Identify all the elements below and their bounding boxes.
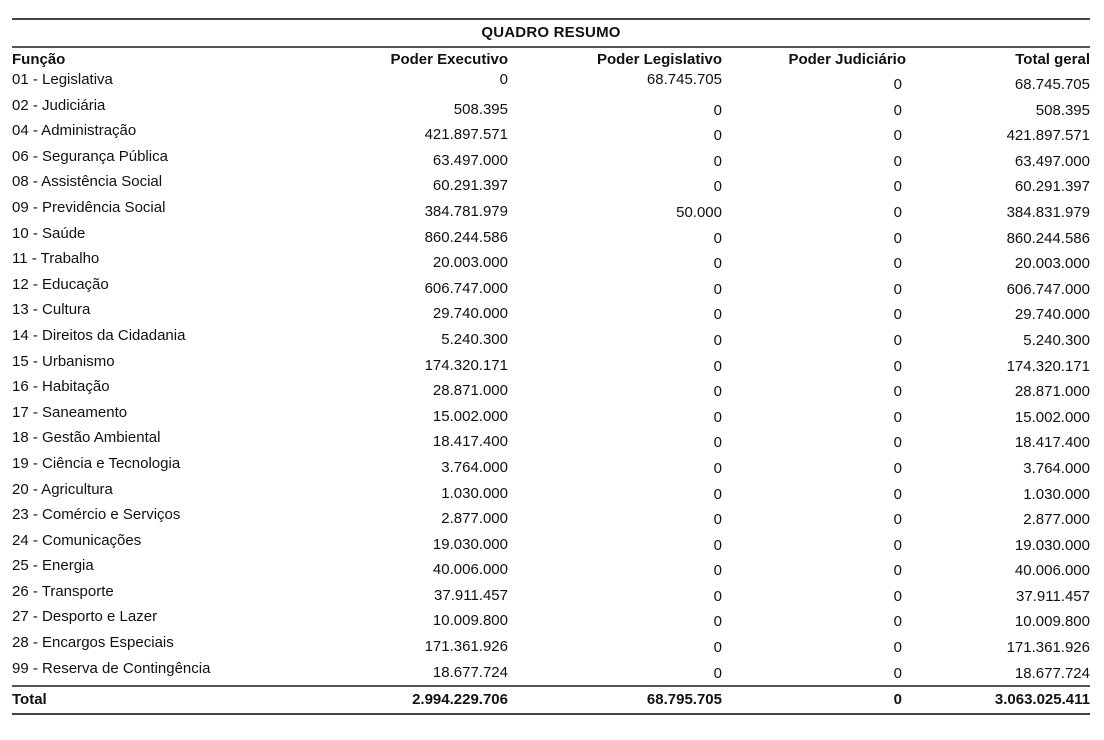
- cell-legislativo: 0: [713, 178, 722, 196]
- cell-judiciario: 0: [893, 408, 902, 426]
- cell-legislativo: 50.000: [676, 203, 722, 221]
- table-row: [12, 505, 1090, 531]
- cell-total: 19.030.000: [1014, 536, 1090, 554]
- cell-funcao: 18 - Gestão Ambiental: [12, 429, 161, 447]
- cell-executivo: 19.030.000: [432, 535, 508, 553]
- table-row: [12, 403, 1090, 429]
- cell-executivo: 40.006.000: [432, 561, 508, 579]
- cell-judiciario: 0: [893, 76, 902, 93]
- cell-total: 606.747.000: [1006, 280, 1090, 298]
- cell-legislativo: 0: [713, 511, 722, 529]
- table-row: [12, 480, 1090, 506]
- cell-executivo: 37.911.457: [434, 586, 508, 604]
- cell-judiciario: 0: [893, 357, 902, 375]
- header-row: [12, 48, 1090, 70]
- cell-legislativo: 0: [713, 459, 722, 477]
- cell-judiciario: 0: [893, 178, 902, 196]
- cell-total: 18.417.400: [1014, 434, 1090, 452]
- cell-legislativo: 0: [713, 127, 722, 145]
- cell-legislativo: 0: [713, 408, 722, 426]
- cell-total: 2.877.000: [1023, 511, 1090, 529]
- cell-funcao: 10 - Saúde: [12, 224, 86, 242]
- cell-funcao: 02 - Judiciária: [12, 96, 106, 114]
- cell-total: 37.911.457: [1016, 587, 1090, 605]
- cell-executivo: 18.677.724: [432, 663, 508, 681]
- cell-funcao: 14 - Direitos da Cidadania: [12, 326, 186, 344]
- cell-total: 171.361.926: [1006, 639, 1090, 657]
- cell-funcao: 11 - Trabalho: [12, 250, 100, 268]
- cell-total: 421.897.571: [1006, 127, 1090, 145]
- cell-funcao: 25 - Energia: [12, 557, 94, 575]
- cell-total: 18.677.724: [1014, 664, 1090, 682]
- summary-table: [12, 18, 1090, 715]
- table-row: [12, 428, 1090, 454]
- cell-executivo: 28.871.000: [432, 382, 508, 400]
- table-row: [12, 352, 1090, 378]
- cell-total: 5.240.300: [1023, 331, 1090, 349]
- cell-legislativo: 0: [713, 639, 722, 657]
- cell-executivo: 860.244.586: [424, 228, 508, 246]
- cell-legislativo: 0: [713, 101, 722, 119]
- cell-judiciario: 0: [893, 536, 902, 554]
- cell-total: 860.244.586: [1006, 229, 1090, 247]
- table-title: QUADRO RESUMO: [12, 20, 1090, 48]
- cell-executivo: 508.395: [453, 100, 508, 118]
- cell-executivo: 3.764.000: [441, 458, 508, 476]
- cell-judiciario: 0: [893, 587, 902, 605]
- cell-judiciario: 0: [893, 383, 902, 401]
- table-row: [12, 377, 1090, 403]
- cell-total: 60.291.397: [1014, 178, 1090, 196]
- header-executivo: Poder Executivo: [390, 51, 508, 68]
- cell-legislativo: 0: [713, 664, 722, 682]
- cell-total: 29.740.000: [1014, 306, 1090, 324]
- cell-judiciario: 0: [893, 255, 902, 273]
- cell-total: 384.831.979: [1006, 203, 1090, 221]
- cell-legislativo: 68.745.705: [646, 71, 722, 88]
- cell-executivo: 60.291.397: [432, 177, 508, 195]
- header-total: Total geral: [1015, 51, 1090, 68]
- table-row: [12, 147, 1090, 173]
- table-row: [12, 172, 1090, 198]
- cell-total: 63.497.000: [1014, 152, 1090, 170]
- cell-executivo: 1.030.000: [441, 484, 508, 502]
- table-row: [12, 300, 1090, 326]
- cell-judiciario: 0: [893, 562, 902, 580]
- cell-funcao: 27 - Desporto e Lazer: [12, 608, 158, 626]
- cell-judiciario: 0: [893, 306, 902, 324]
- cell-executivo: 29.740.000: [432, 305, 508, 323]
- cell-legislativo: 0: [713, 280, 722, 298]
- cell-funcao: 17 - Saneamento: [12, 403, 128, 421]
- cell-funcao: 20 - Agricultura: [12, 480, 113, 498]
- cell-funcao: 15 - Urbanismo: [12, 352, 115, 370]
- cell-executivo: 63.497.000: [432, 151, 508, 169]
- total-label: Total: [12, 691, 47, 709]
- table-row: [12, 70, 1090, 96]
- cell-funcao: 09 - Previdência Social: [12, 198, 166, 216]
- cell-legislativo: 0: [713, 587, 722, 605]
- table-row: [12, 96, 1090, 122]
- table-row: [12, 633, 1090, 659]
- cell-funcao: 13 - Cultura: [12, 301, 91, 319]
- total-row: [12, 687, 1090, 713]
- cell-legislativo: 0: [713, 306, 722, 324]
- header-judiciario: Poder Judiciário: [788, 51, 906, 68]
- cell-funcao: 06 - Segurança Pública: [12, 147, 168, 165]
- cell-executivo: 174.320.171: [424, 356, 508, 374]
- cell-legislativo: 0: [713, 152, 722, 170]
- cell-legislativo: 0: [713, 255, 722, 273]
- table-row: [12, 198, 1090, 224]
- header-funcao: Função: [12, 51, 66, 68]
- table-row: [12, 224, 1090, 250]
- cell-judiciario: 0: [893, 459, 902, 477]
- cell-judiciario: 0: [893, 639, 902, 657]
- table-row: [12, 454, 1090, 480]
- header-legislativo: Poder Legislativo: [596, 51, 722, 68]
- bottom-rule: [12, 713, 1090, 715]
- table-row: [12, 275, 1090, 301]
- cell-funcao: 12 - Educação: [12, 275, 109, 293]
- cell-funcao: 23 - Comércio e Serviços: [12, 506, 181, 524]
- cell-total: 508.395: [1035, 101, 1090, 119]
- cell-judiciario: 0: [893, 434, 902, 452]
- cell-judiciario: 0: [893, 511, 902, 529]
- total-legislativo: 68.795.705: [646, 691, 722, 709]
- cell-legislativo: 0: [713, 383, 722, 401]
- cell-legislativo: 0: [713, 613, 722, 631]
- cell-legislativo: 0: [713, 229, 722, 247]
- cell-executivo: 20.003.000: [432, 254, 508, 272]
- table-row: [12, 121, 1090, 147]
- table-row: [12, 582, 1090, 608]
- cell-judiciario: 0: [893, 203, 902, 221]
- cell-executivo: 421.897.571: [424, 126, 508, 144]
- table-row: [12, 556, 1090, 582]
- table-body: [12, 70, 1090, 684]
- cell-funcao: 04 - Administração: [12, 122, 137, 140]
- cell-legislativo: 0: [713, 434, 722, 452]
- total-executivo: 2.994.229.706: [412, 691, 508, 709]
- cell-executivo: 5.240.300: [441, 330, 508, 348]
- cell-legislativo: 0: [713, 536, 722, 554]
- cell-funcao: 26 - Transporte: [12, 582, 114, 600]
- cell-total: 15.002.000: [1014, 408, 1090, 426]
- cell-judiciario: 0: [893, 152, 902, 170]
- total-judiciario: 0: [893, 691, 902, 709]
- cell-executivo: 384.781.979: [424, 202, 508, 220]
- cell-legislativo: 0: [713, 357, 722, 375]
- cell-total: 20.003.000: [1014, 255, 1090, 273]
- cell-funcao: 16 - Habitação: [12, 378, 110, 396]
- cell-funcao: 08 - Assistência Social: [12, 173, 163, 191]
- cell-executivo: 18.417.400: [432, 433, 508, 451]
- cell-funcao: 19 - Ciência e Tecnologia: [12, 454, 181, 472]
- cell-judiciario: 0: [893, 664, 902, 682]
- cell-judiciario: 0: [893, 280, 902, 298]
- cell-funcao: 28 - Encargos Especiais: [12, 634, 174, 652]
- cell-funcao: 99 - Reserva de Contingência: [12, 659, 211, 677]
- table-row: [12, 659, 1090, 685]
- cell-judiciario: 0: [893, 127, 902, 145]
- cell-executivo: 171.361.926: [424, 638, 508, 656]
- cell-funcao: 01 - Legislativa: [12, 71, 113, 88]
- cell-executivo: 2.877.000: [441, 510, 508, 528]
- total-geral: 3.063.025.411: [994, 691, 1090, 709]
- table-row: [12, 326, 1090, 352]
- table-row: [12, 249, 1090, 275]
- cell-executivo: 0: [499, 71, 508, 88]
- table-row: [12, 607, 1090, 633]
- cell-judiciario: 0: [893, 613, 902, 631]
- cell-judiciario: 0: [893, 229, 902, 247]
- cell-total: 10.009.800: [1014, 613, 1090, 631]
- cell-total: 1.030.000: [1023, 485, 1090, 503]
- table-row: [12, 531, 1090, 557]
- cell-judiciario: 0: [893, 101, 902, 119]
- cell-total: 28.871.000: [1014, 383, 1090, 401]
- cell-executivo: 15.002.000: [432, 407, 508, 425]
- cell-total: 174.320.171: [1006, 357, 1090, 375]
- cell-funcao: 24 - Comunicações: [12, 531, 142, 549]
- cell-total: 40.006.000: [1014, 562, 1090, 580]
- cell-legislativo: 0: [713, 562, 722, 580]
- cell-judiciario: 0: [893, 485, 902, 503]
- cell-executivo: 606.747.000: [424, 279, 508, 297]
- cell-total: 68.745.705: [1014, 76, 1090, 93]
- cell-judiciario: 0: [893, 331, 902, 349]
- cell-total: 3.764.000: [1023, 459, 1090, 477]
- cell-legislativo: 0: [713, 485, 722, 503]
- cell-executivo: 10.009.800: [432, 612, 508, 630]
- cell-legislativo: 0: [713, 331, 722, 349]
